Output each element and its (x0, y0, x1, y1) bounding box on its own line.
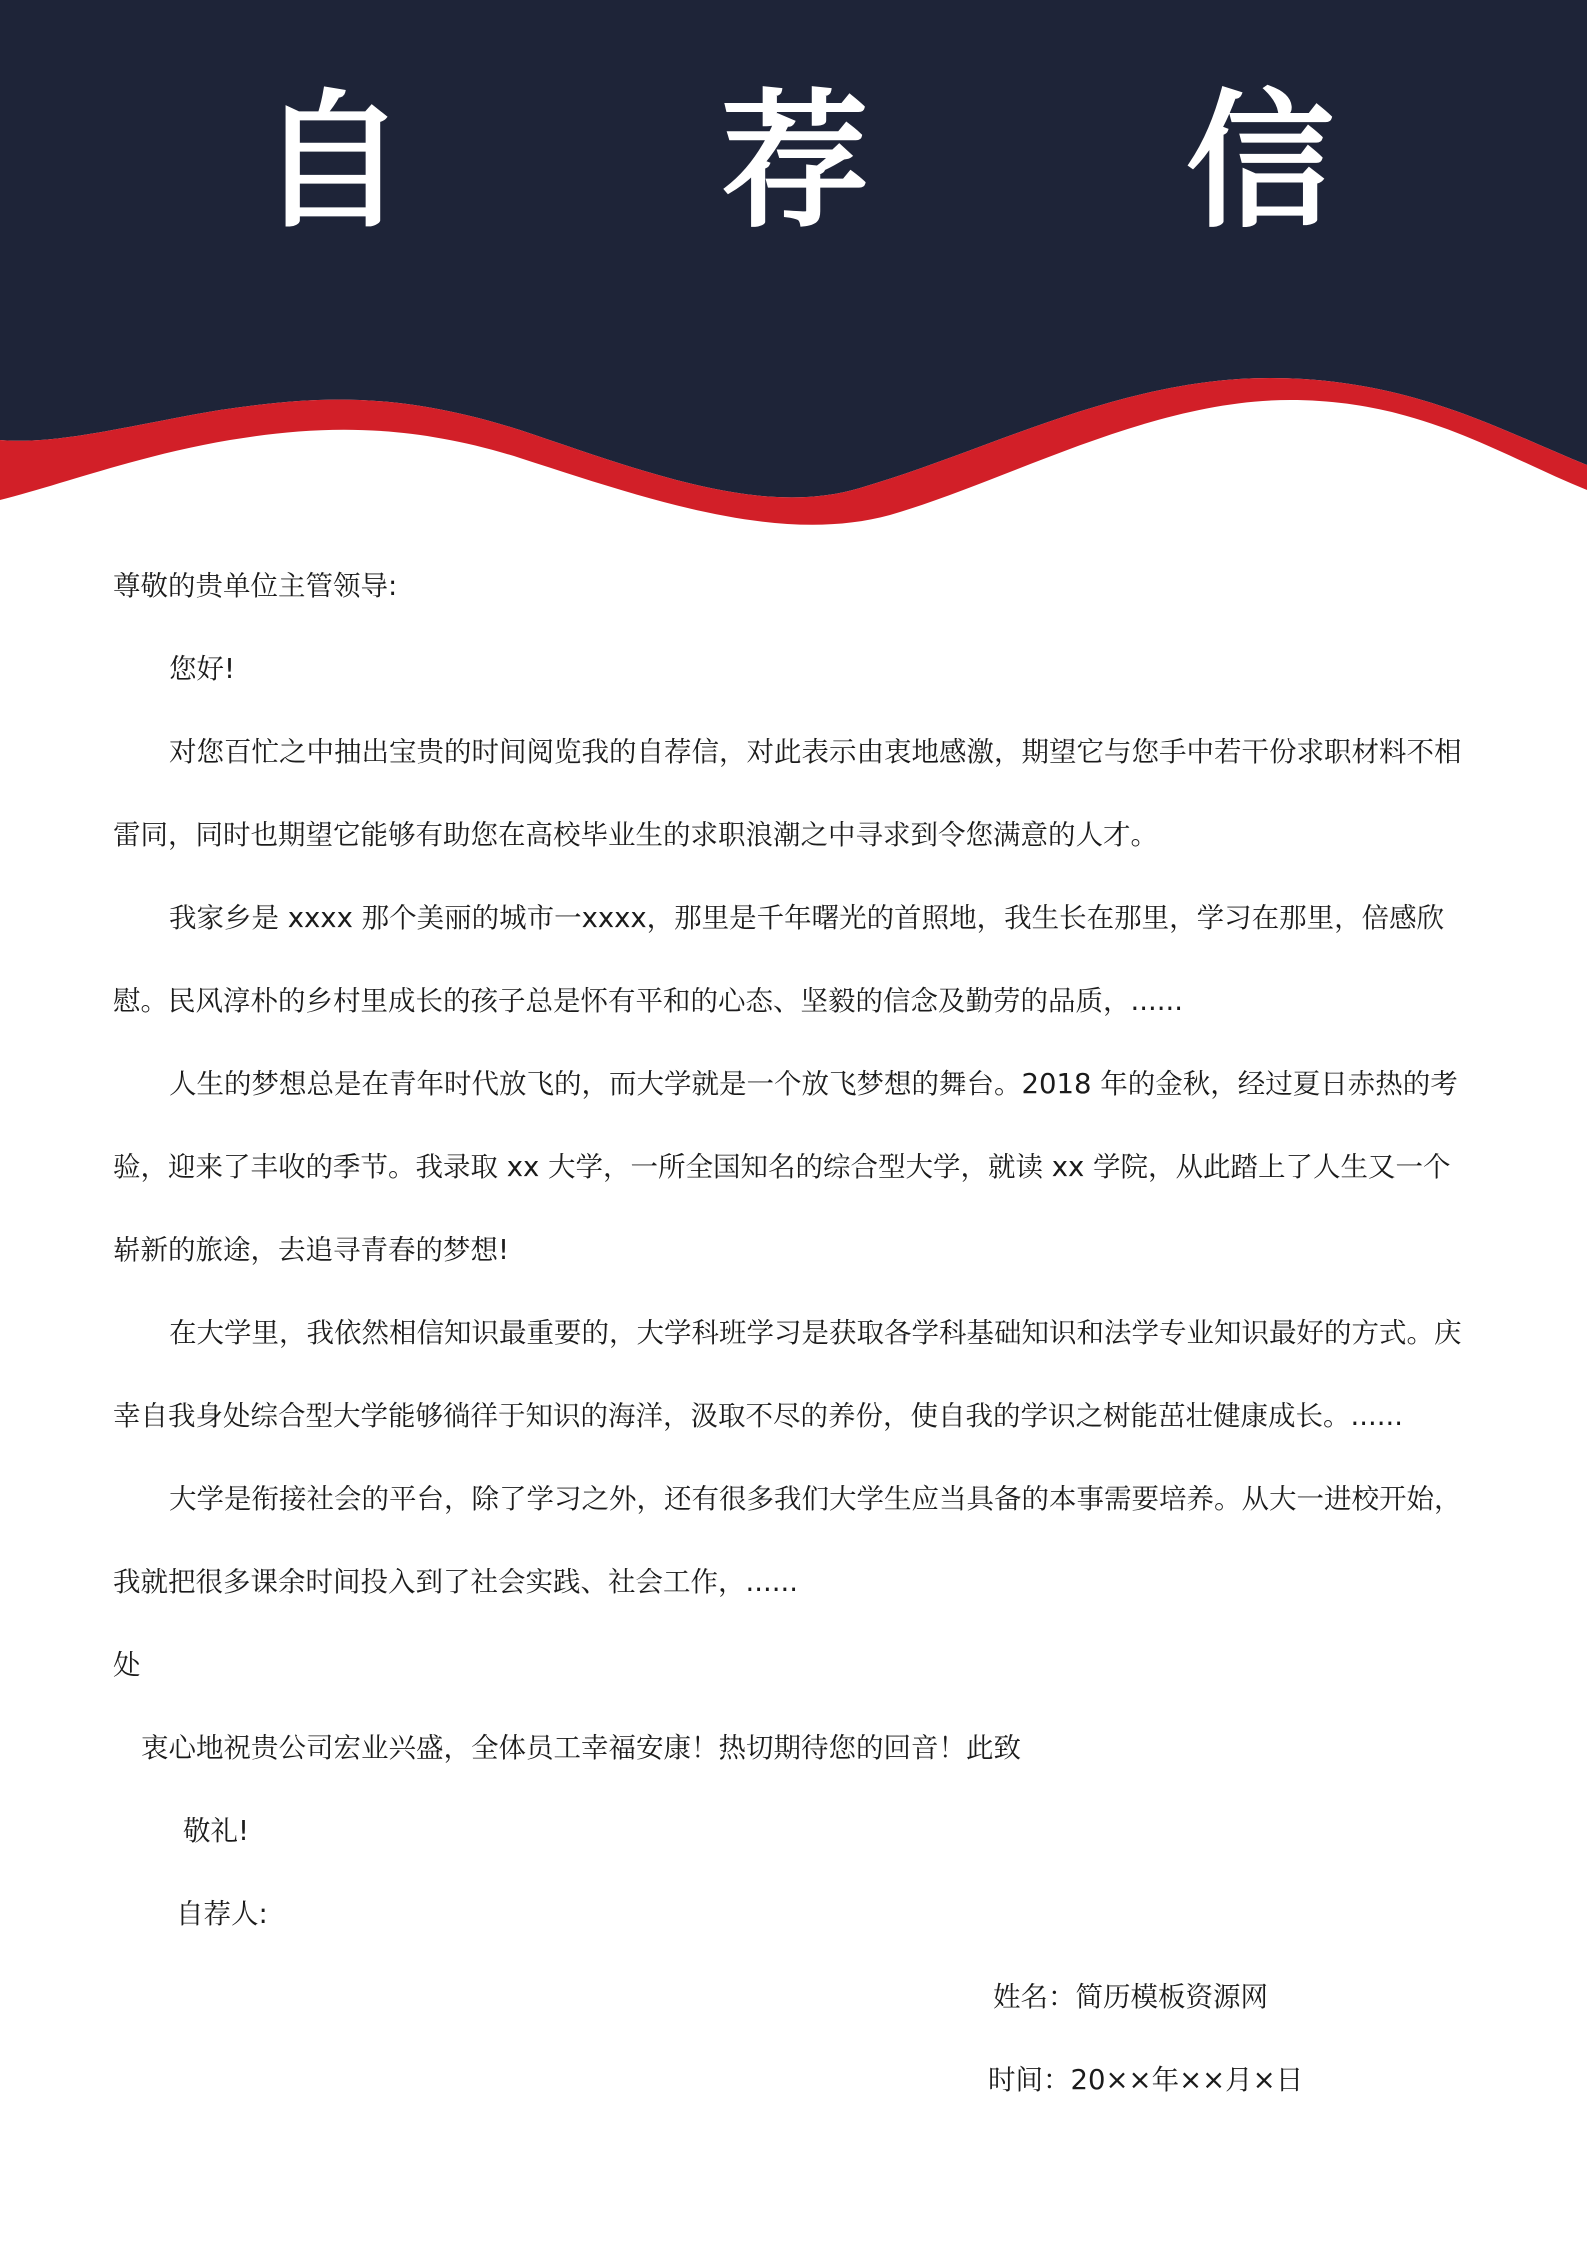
title-char-1: 自 (258, 76, 406, 248)
fragment-line: 处 (113, 1649, 141, 1681)
title-char-2: 荐 (721, 76, 869, 248)
salutation: 尊敬的贵单位主管领导: (113, 570, 398, 602)
salute: 敬礼! (183, 1815, 250, 1847)
paragraph-4: 在大学里，我依然相信知识最重要的，大学科班学习是获取各学科基础知识和法学专业知识最好的方式。庆幸自我身处综合型大学能够徜徉于知识的海洋，汲取不尽的养份，使自我的学识之树能茁壮健康成长。...... (113, 1317, 1462, 1432)
signer-name: 姓名：简历模板资源网 (993, 1981, 1268, 2013)
page-title (0, 72, 1587, 252)
paragraph-3: 人生的梦想总是在青年时代放飞的，而大学就是一个放飞梦想的舞台。2018 年的金秋，经过夏日赤热的考验，迎来了丰收的季节。我录取 xx 大学，一所全国知名的综合型大学，就读 xx 学院，从此踏上了人生又一个崭新的旅途，去追寻青春的梦想! (113, 1068, 1458, 1266)
greeting: 您好! (169, 653, 236, 685)
header-banner (0, 0, 1587, 540)
signing-date: 时间：20××年××月×日 (988, 2064, 1304, 2096)
closing-line: 衷心地祝贵公司宏业兴盛，全体员工幸福安康！热切期待您的回音！此致 (141, 1732, 1021, 1764)
signer-label: 自荐人: (176, 1898, 268, 1930)
paragraph-2: 我家乡是 xxxx 那个美丽的城市一xxxx，那里是千年曙光的首照地，我生长在那里，学习在那里，倍感欣慰。民风淳朴的乡村里成长的孩子总是怀有平和的心态、坚毅的信念及勤劳的品质，...... (113, 902, 1445, 1017)
letter-body (113, 545, 1475, 2122)
paragraph-5: 大学是衔接社会的平台，除了学习之外，还有很多我们大学生应当具备的本事需要培养。从大一进校开始，我就把很多课余时间投入到了社会实践、社会工作，...... (113, 1483, 1462, 1598)
title-char-3: 信 (1186, 76, 1334, 248)
paragraph-1: 对您百忙之中抽出宝贵的时间阅览我的自荐信，对此表示由衷地感激，期望它与您手中若干份求职材料不相雷同，同时也期望它能够有助您在高校毕业生的求职浪潮之中寻求到令您满意的人才。 (113, 736, 1462, 851)
